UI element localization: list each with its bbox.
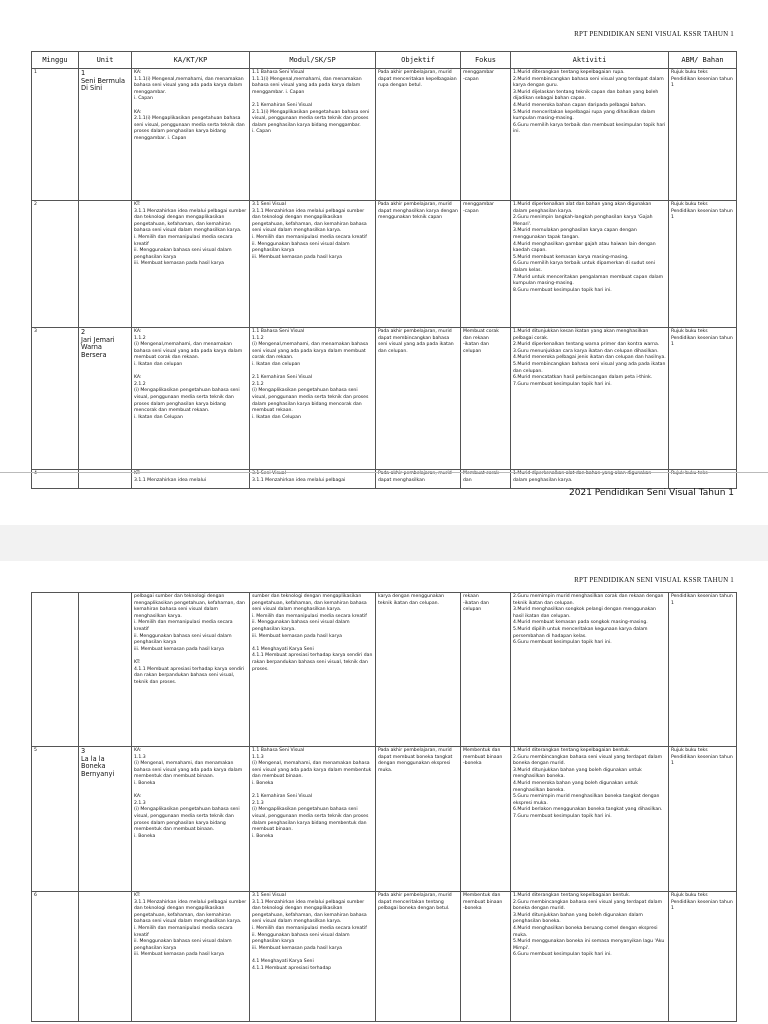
col-header: Fokus xyxy=(461,52,511,69)
table-row xyxy=(32,201,737,328)
rpt-table-page-1 xyxy=(31,51,737,489)
col-header: KA/KT/KP xyxy=(132,52,250,69)
cell-objektif: karya dengan menggunakan teknik ikatan dan celupan. xyxy=(376,593,461,747)
cell-aktiviti: 1.Murid diterangkan tentang kepelbagaian rupa. 2.Murid membincangkan bahasa seni visual yang terdapat dalam karya dengan guru. 3.Murid dijelaskan tentang teknik capan dan bahan yang boleh dijadikan sebagai bahan capan. 4.Murid meneroka bahan capan daripada pelbagai bahan. 5.Murid menceritakan kepelbagai rupa yang dihasilkan dalam kumpulan masing-masing. 6.Guru memilih karya terbaik dan membuat kesimpulan topik hari ini. xyxy=(511,69,669,201)
cell-unit: 1 Seni Bermula Di Sini xyxy=(79,69,132,201)
col-header: ABM/ Bahan xyxy=(669,52,737,69)
cell-minggu: 5 xyxy=(32,747,79,892)
cell-fokus: menggambar -capan xyxy=(461,201,511,328)
cell-objektif: Pada akhir pembelajaran, murid dapat menghasilkan karya dengan menggunakan teknik capan xyxy=(376,201,461,328)
cell-objektif: Pada akhir pembelajaran, murid dapat menghasilkan xyxy=(376,470,461,489)
cell-aktiviti: 2.Guru memimpin murid menghasilkan corak dan rekaan dengan teknik ikatan dan celupan. 3.Murid menghasilkan songkok pelangi dengan menggunakan hasil ikatan dan celupan. 4.Murid membuat kemasan pada songkok masing-masing. 5.Murid dipilih untuk menceritakan kegunaan karya dalam persembahan di hadapan kelas. 6.Guru membuat kesimpulan topik hari ini. xyxy=(511,593,669,747)
cell-abm: Pendidikan kesenian tahun 1 xyxy=(669,593,737,747)
cell-ka: KA: 1.1.3 (i) Mengenal, memahami, dan menamakan bahasa seni visual yang ada pada karya dalam membentuk dan membuat binaan. i. Boneka KA: 2.1.3 (i) Mengaplikasikan pengetahuan bahasa seni visual, penggunaan media serta teknik dan proses dalam penghasilan karya bidang membentuk dan membuat binaan. i. Boneka xyxy=(132,747,250,892)
cell-unit: 2 Jari Jemari Warna Bersera xyxy=(79,328,132,470)
table-row xyxy=(32,892,737,1022)
cell-fokus: Membentuk dan membuat binaan -boneka xyxy=(461,892,511,1022)
cell-fokus: rekaan -ikatan dan celupan xyxy=(461,593,511,747)
col-header: Objektif xyxy=(376,52,461,69)
cell-unit xyxy=(79,593,132,747)
cell-objektif: Pada akhir pembelajaran, murid dapat menceritakan tentang pelbagai boneka dengan betul. xyxy=(376,892,461,1022)
cell-minggu: 2 xyxy=(32,201,79,328)
cell-fokus: Membuat corak dan rekaan -ikatan dan celupan xyxy=(461,328,511,470)
cell-abm: Rujuk buku teks Pendidikan kesenian tahun 1 xyxy=(669,201,737,328)
document-page-2 xyxy=(0,561,768,1024)
cell-modul: 1.1 Bahasa Seni Visual 1.1.3 (i) Mengenal, memahami, dan menamakan bahasa seni visual yang ada pada karya dalam membentuk dan membuat binaan. i. Boneka 2.1 Kemahiran Seni Visual 2.1.3 (i) Mengaplikasikan pengetahuan bahasa seni visual, penggunaan media serta teknik dan proses dalam penghasilan karya bidang membentuk dan membuat binaan. i. Boneka xyxy=(250,747,376,892)
table-row xyxy=(32,747,737,892)
cell-minggu: 1 xyxy=(32,69,79,201)
cell-fokus: Membuat corak dan xyxy=(461,470,511,489)
cell-objektif: Pada akhir pembelajaran, murid dapat menceritakan kepelbagaian rupa dengan betul. xyxy=(376,69,461,201)
cell-aktiviti: 1.Murid diterangkan tentang kepelbagaian bentuk. 2.Guru membincangkan bahasa seni visual yang terdapat dalam boneka dengan murid. 3.Murid ditunjukkan bahan yang boleh digunakan untuk menghasilkan boneka. 4.Murid meneroka bahan yang boleh digunakan untuk menghasilkan boneka. 5.Guru memimpin murid menghasilkan boneka tangkat dengan ekspresi muka. 6.Murid berlakon menggunakan boneka tangkat yang dihasilkan. 7.Guru membuat kesimpulan topik hari ini. xyxy=(511,747,669,892)
cell-ka: KT: 3.1.1 Menzahirkan idea melalui pelbagai sumber dan teknologi dengan mengaplikasikan pengetahuan, kefahaman, dan kemahiran bahasa seni visual dalam menghasilkan karya. i. Memilih dan memanipulasi media secara kreatif ii. Menggunakan bahasa seni visual dalam penghasilan karya iii. Membuat kemasan pada hasil karya xyxy=(132,201,250,328)
cell-objektif: Pada akhir pembelajaran, murid dapat membincangkan bahasa seni visual yang ada pada ikatan dan celupan. xyxy=(376,328,461,470)
col-header: Unit xyxy=(79,52,132,69)
cell-aktiviti: 1.Murid diterangkan tentang kepelbagaian bentuk. 2.Guru membincangkan bahasa seni visual yang terdapat dalam boneka dengan murid. 3.Murid ditunjukkan bahan yang boleh digunakan dalam penghasilan boneka. 4.Murid menghasilkan boneka beruang comel dengan ekspresi muka. 5.Murid menggunakan boneka ini semasa menyanyikan lagu 'Aku Mimpi'. 6.Guru membuat kesimpulan topik hari ini. xyxy=(511,892,669,1022)
footer-divider xyxy=(0,472,768,473)
table-row xyxy=(32,593,737,747)
cell-abm: Rujuk buku teks Pendidikan kesenian tahun 1 xyxy=(669,892,737,1022)
cell-minggu: 3 xyxy=(32,328,79,470)
table-row xyxy=(32,328,737,470)
col-header: Minggu xyxy=(32,52,79,69)
table-row xyxy=(32,69,737,201)
cell-minggu: 6 xyxy=(32,892,79,1022)
page-footer: 2021 Pendidikan Seni Visual Tahun 1 xyxy=(569,488,734,498)
cell-ka: KT: 3.1.1 Menzahirkan idea melalui pelbagai sumber dan teknologi dengan mengaplikasikan pengetahuan, kefahaman, dan kemahiran bahasa seni visual dalam menghasilkan karya. i. Memilih dan memanipulasi media secara kreatif ii. Menggunakan bahasa seni visual dalam penghasilan karya iii. Membuat kemasan pada hasil karya xyxy=(132,892,250,1022)
cell-fokus: Membentuk dan membuat binaan -boneka xyxy=(461,747,511,892)
cell-modul: 1.1 Bahasa Seni Visual 1.1.1(i) Mengenal,memahami, dan menamakan bahasa seni visual yang ada pada karya dalam menggambar. i. Capan 2.1 Kemahiran Seni Visual 2.1.1(i) Mengaplikasikan pengetahuan bahasa seni visual, penggunaan media serta teknik dan proses dalam penghasilan karya bidang menggambar. i. Capan xyxy=(250,69,376,201)
cell-unit xyxy=(79,892,132,1022)
rpt-table-page-2 xyxy=(31,592,737,1022)
cell-unit xyxy=(79,201,132,328)
cell-objektif: Pada akhir pembelajaran, murid dapat membuat boneka tangkat dengan menggunakan ekspresi muka. xyxy=(376,747,461,892)
page-gap xyxy=(0,525,768,561)
cell-modul: 3.1 Seni Visual 3.1.1 Menzahirkan idea melalui pelbagai xyxy=(250,470,376,489)
cell-aktiviti: 1.Murid ditunjukkan kesan ikatan yang akan menghasilkan pelbagai corak. 2.Murid diperkenalkan tentang warna primer dan kontra warna. 3.Guru menunjukkan cara karya ikatan dan celupan dihasilkan. 4.Murid meneroka pelbagai jenis ikatan dan celupan dan hasilnya. 5.Murid membincangkan bahasa seni visual yang ada pada ikatan dan celupan. 6.Murid mencatatkan hasil perbincangan dalam peta i-think. 7.Guru membuat kesimpulan topik hari ini. xyxy=(511,328,669,470)
col-header: Aktiviti xyxy=(511,52,669,69)
cell-modul: sumber dan teknologi dengan mengaplikasikan pengetahuan, kefahaman, dan kemahiran bahasa seni visual dalam menghasilkan karya. i. Memilih dan memanipulasi media secara kreatif ii. Menggunakan bahasa seni visual dalam penghasilan karya. iii. Membuat kemasan pada hasil karya 4.1 Menghayati Karya Seni 4.1.1 Membuat apresiasi terhadap karya sendiri dan rakan berpandukan bahasa seni visual, teknik dan proses. xyxy=(250,593,376,747)
cell-minggu: 4 xyxy=(32,470,79,489)
cell-aktiviti: 1.Murid diperkenalkan alat dan bahan yang akan digunakan dalam penghasilan karya. 2.Guru menimpin langkah-langkah penghasilan karya 'Gajah Menari'. 3.Murid memulakan penghasilan karya capan dengan menggunakan tapak tangan. 4.Murid menghasilkan gambar gajah atau haiwan lain dengan kaedah capan. 5.Murid membuat kemasan karya masing-masing. 6.Guru memilih karya terbaik untuk dipamerkan di sudut seni dalam kelas. 7.Murid untuk menceritakan pengalaman membuat capan dalam kumpulan masing-masing. 8.Guru membuat kesimpulan topik hari ini. xyxy=(511,201,669,328)
cell-modul: 3.1 Seni Visual 3.1.1 Menzahirkan idea melalui pelbagai sumber dan teknologi dengan mengaplikasikan pengetahuan, kefahaman, dan kemahiran bahasa seni visual dalam menghasilkan karya. i. Memilih dan memanipulasi media secara kreatif ii. Menggunakan bahasa seni visual dalam penghasilan karya iii. Membuat kemasan pada hasil karya xyxy=(250,201,376,328)
cell-modul: 3.1 Seni Visual 3.1.1 Menzahirkan idea melalui pelbagai sumber dan teknologi dengan mengaplikasikan pengetahuan, kefahaman, dan kemahiran bahasa seni visual dalam menghasilkan karya. i. Memilih dan memanipulasi media secara kreatif ii. Menggunakan bahasa seni visual dalam penghasilan karya iii. Membuat kemasan pada hasil karya 4.1 Menghayati Karya Seni 4.1.1 Membuat apresiasi terhadap xyxy=(250,892,376,1022)
cell-aktiviti: 1.Murid diperkenalkan alat dan bahan yang akan digunakan dalam penghasilan karya. xyxy=(511,470,669,489)
cell-abm: Rujuk buku teks xyxy=(669,470,737,489)
cell-abm: Rujuk buku teks Pendidikan kesenian tahun 1 xyxy=(669,747,737,892)
cell-abm: Rujuk buku teks Pendidikan kesenian tahun 1 xyxy=(669,69,737,201)
cell-ka: KT: 3.1.1 Menzahirkan idea melalui xyxy=(132,470,250,489)
cell-ka: pelbagai sumber dan teknologi dengan mengaplikasikan pengetahuan, kefahaman, dan kemahiran bahasa seni visual dalam menghasilkan karya. i. Memilih dan memanipulasi media secara kreatif ii. Menggunakan bahasa seni visual dalam penghasilan karya iii. Membuat kemasan pada hasil karya KT: 4.1.1 Membuat apresiasi terhadap karya sendiri dan rakan berpandukan bahasa seni visual, teknik dan proses. xyxy=(132,593,250,747)
table-header-row xyxy=(32,52,737,69)
page-header: RPT PENDIDIKAN SENI VISUAL KSSR TAHUN 1 xyxy=(574,576,734,584)
cell-fokus: menggambar -capan xyxy=(461,69,511,201)
cell-abm: Rujuk buku teks Pendidikan kesenian tahun 1 xyxy=(669,328,737,470)
cell-modul: 1.1 Bahasa Seni Visual 1.1.2 (i) Mengenal,memahami, dan menamakan bahasa seni visual yang ada pada karya dalam membuat corak dan rekaan. i. Ikatan dan celupan 2.1 Kemahiran Seni Visual 2.1.2 (i) Mengaplikasikan pengetahuan bahasa seni visual, penggunaan media serta teknik dan proses dalam penghasilan karya bidang mencorak dan membuat rekaan. i. Ikatan dan Celupan xyxy=(250,328,376,470)
col-header: Modul/SK/SP xyxy=(250,52,376,69)
page-header: RPT PENDIDIKAN SENI VISUAL KSSR TAHUN 1 xyxy=(574,30,734,38)
cell-minggu xyxy=(32,593,79,747)
cell-ka: KA: 1.1.1(i) Mengenal,memahami, dan menamakan bahasa seni visual yang ada pada karya dalam menggambar. i. Capan KA: 2.1.1(i) Mengaplikasikan pengetahuan bahasa seni visual, penggunaan media serta teknik dan proses dalam penghasilan karya bidang menggambar. i. Capan xyxy=(132,69,250,201)
cell-unit: 3 La la la Boneka Bernyanyi xyxy=(79,747,132,892)
cell-ka: KA: 1.1.2 (i) Mengenal,memahami, dan menamakan bahasa seni visual yang ada pada karya dalam membuat corak dan rekaan. i. Ikatan dan celupan KA: 2.1.2 (i) Mengaplikasikan pengetahuan bahasa seni visual, penggunaan media serta teknik dan proses dalam penghasilan karya bidang mencorak dan membuat rekaan. i. Ikatan dan Celupan xyxy=(132,328,250,470)
